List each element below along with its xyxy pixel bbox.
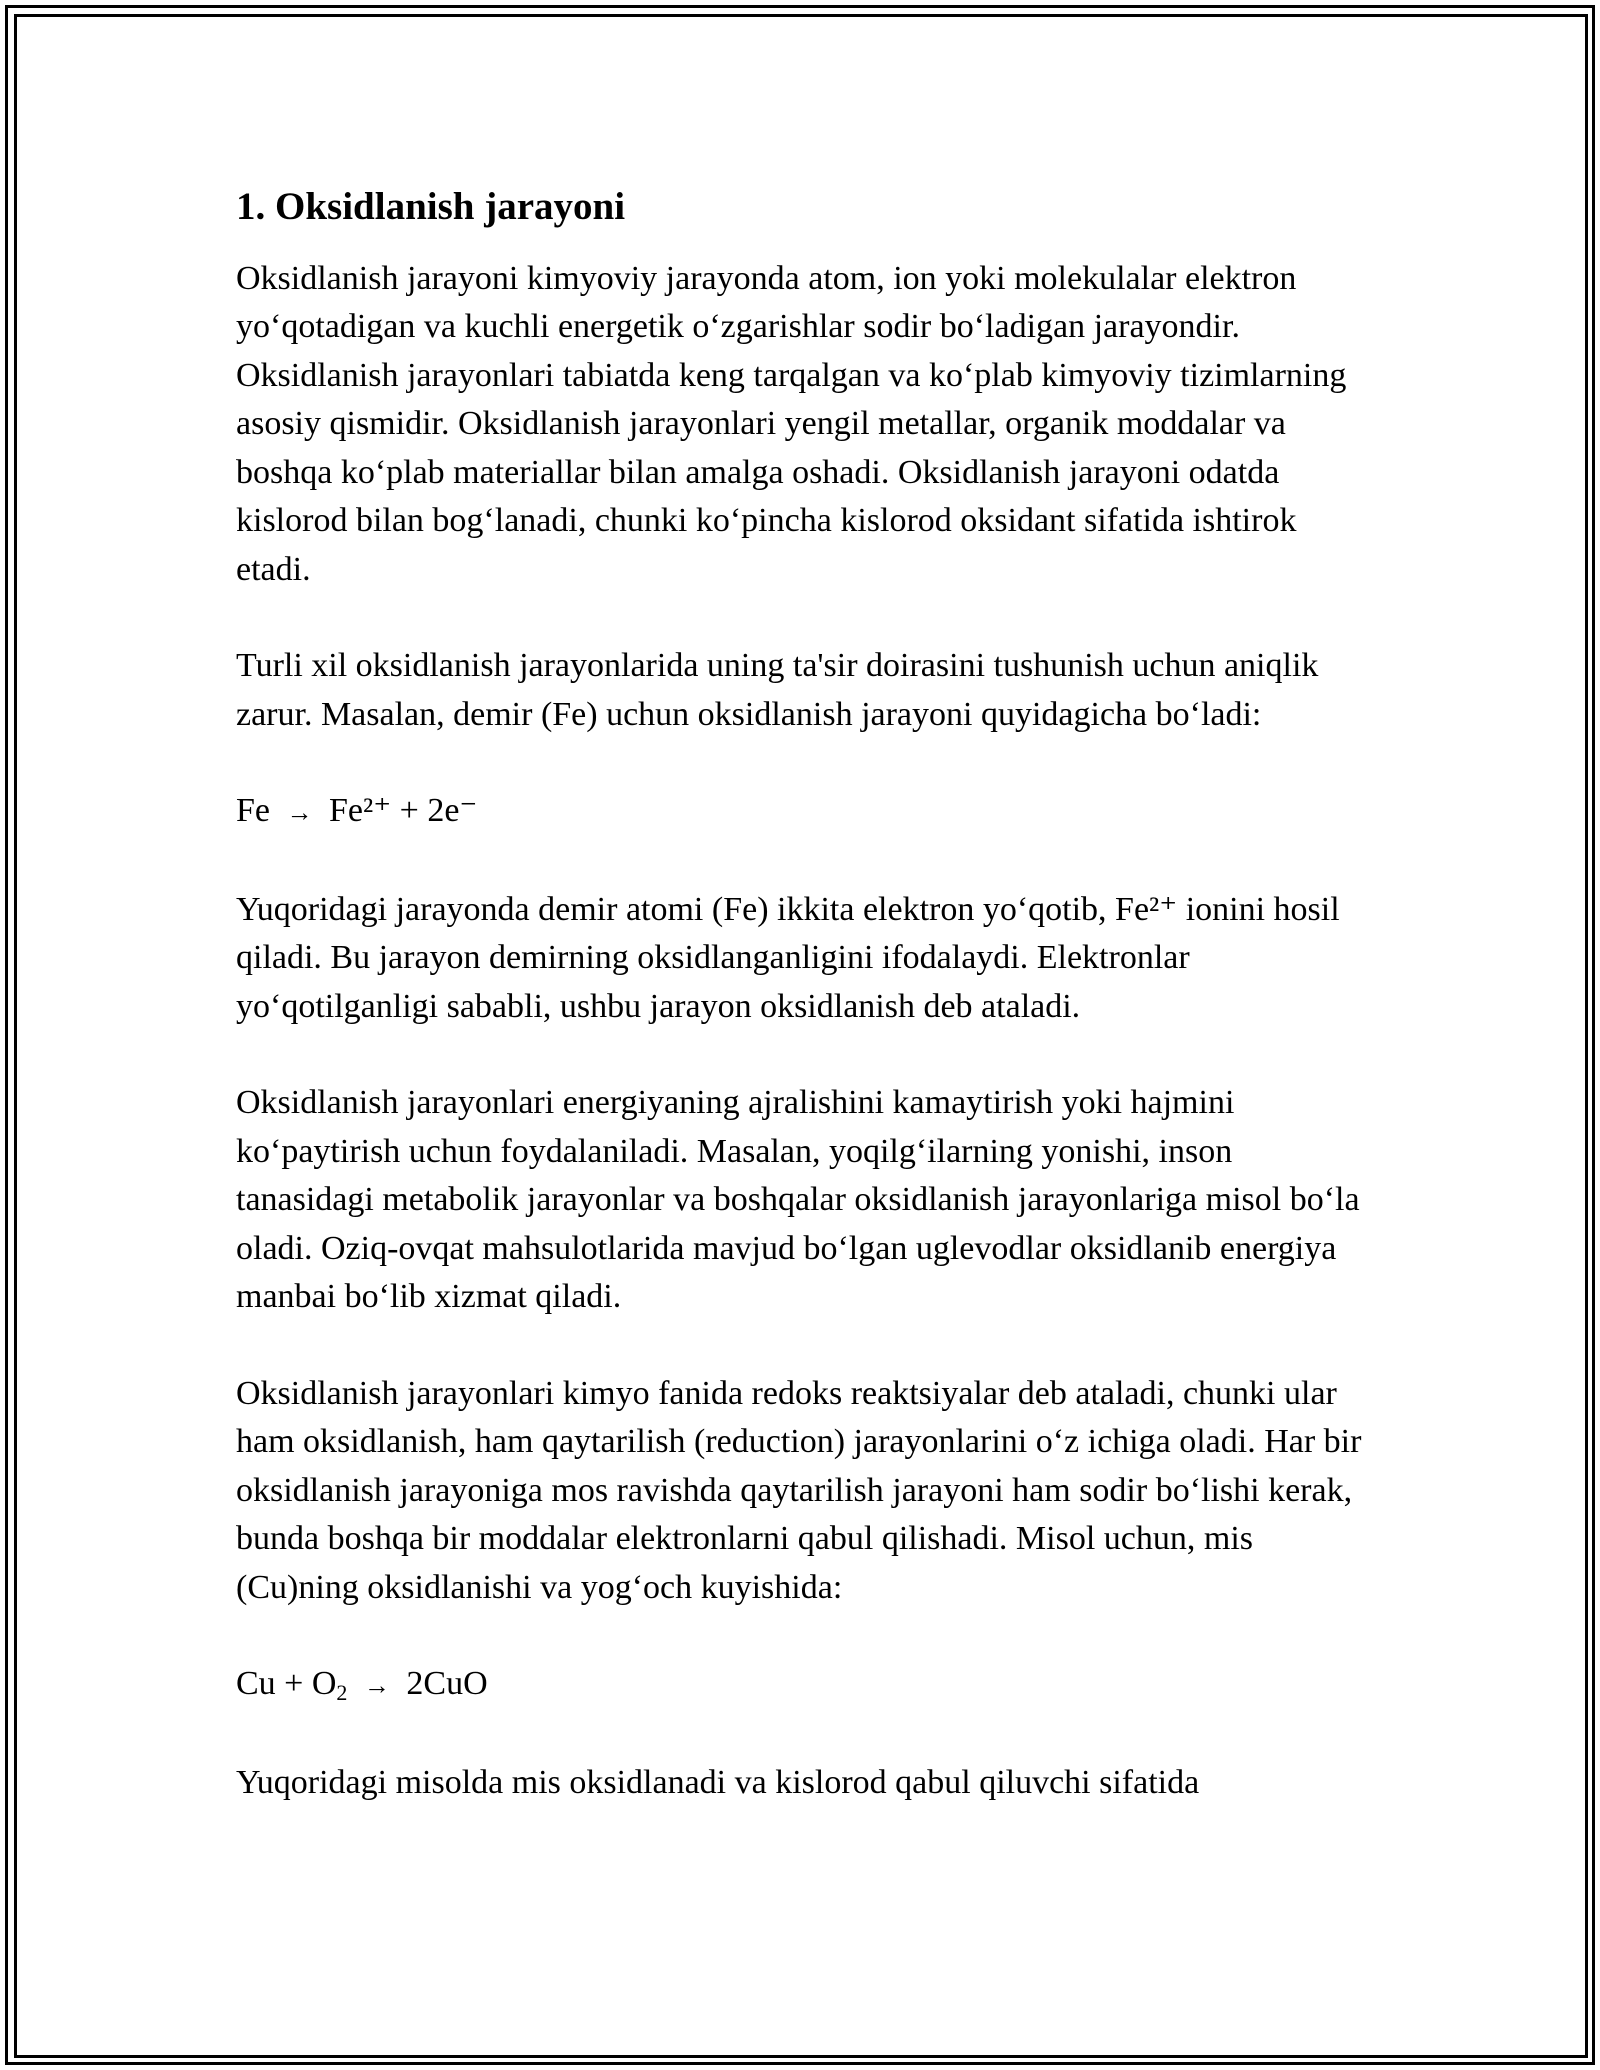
paragraph-energy: Oksidlanish jarayonlari energiyaning ajralishini kamaytirish yoki hajmini ko‘paytirish uchun foydalaniladi. Masalan, yoqilg‘ilarning yonishi, inson tanasidagi metabolik jarayonlar va boshqalar oksidlanish jarayonlariga misol bo‘la oladi. Oziq-ovqat mahsulotlarida mavjud bo‘lgan uglevodlar oksidlanib energiya manbai bo‘lib xizmat qiladi.: [236, 1084, 1360, 1316]
paragraph-copper-explanation: Yuqoridagi misolda mis oksidlanadi va kislorod qabul qiluvchi sifatida: [236, 1763, 1200, 1801]
formula-copper-subscript: 2: [336, 1680, 348, 1706]
arrow-icon: →: [363, 1671, 390, 1701]
formula-copper-left: Cu + O: [236, 1665, 337, 1703]
formula-iron-oxidation: [236, 787, 1376, 838]
formula-copper-right: 2CuO: [406, 1665, 488, 1703]
formula-copper-oxidation: [236, 1660, 1376, 1711]
document-body: [236, 182, 1376, 1855]
paragraph-intro: Oksidlanish jarayoni kimyoviy jarayonda atom, ion yoki molekulalar elektron yo‘qotadigan va kuchli energetik o‘zgarishlar sodir bo‘ladigan jarayondir. Oksidlanish jarayonlari tabiatda keng tarqalgan va ko‘plab kimyoviy tizimlarning asosiy qismidir. Oksidlanish jarayonlari yengil metallar, organik moddalar va boshqa ko‘plab materiallar bilan amalga oshadi. Oksidlanish jarayoni odatda kislorod bilan bog‘lanadi, chunki ko‘pincha kislorod oksidant sifatida ishtirok etadi.: [236, 259, 1347, 588]
arrow-icon: →: [286, 798, 313, 828]
section-heading: 1. Oksidlanish jarayoni: [236, 185, 626, 228]
formula-iron-right: Fe²⁺ + 2e⁻: [329, 792, 478, 830]
paragraph-redox: Oksidlanish jarayonlari kimyo fanida redoks reaktsiyalar deb ataladi, chunki ular ham oksidlanish, ham qaytarilish (reduction) jarayonlarini o‘z ichiga oladi. Har bir oksidlanish jarayoniga mos ravishda qaytarilish jarayoni ham sodir bo‘lishi kerak, bunda boshqa bir moddalar elektronlarni qabul qilishadi. Misol uchun, mis (Cu)ning oksidlanishi va yog‘och kuyishida:: [236, 1374, 1362, 1606]
paragraph-iron-explanation: Yuqoridagi jarayonda demir atomi (Fe) ikkita elektron yo‘qotib, Fe²⁺ ionini hosil qiladi. Bu jarayon demirning oksidlanganligini ifodalaydi. Elektronlar yo‘qotilganligi sababli, ushbu jarayon oksidlanish deb ataladi.: [236, 890, 1340, 1025]
formula-iron-left: Fe: [236, 792, 270, 830]
paragraph-iron-example: Turli xil oksidlanish jarayonlarida uning ta'sir doirasini tushunish uchun aniqlik zarur. Masalan, demir (Fe) uchun oksidlanish jarayoni quyidagicha bo‘ladi:: [236, 647, 1319, 733]
